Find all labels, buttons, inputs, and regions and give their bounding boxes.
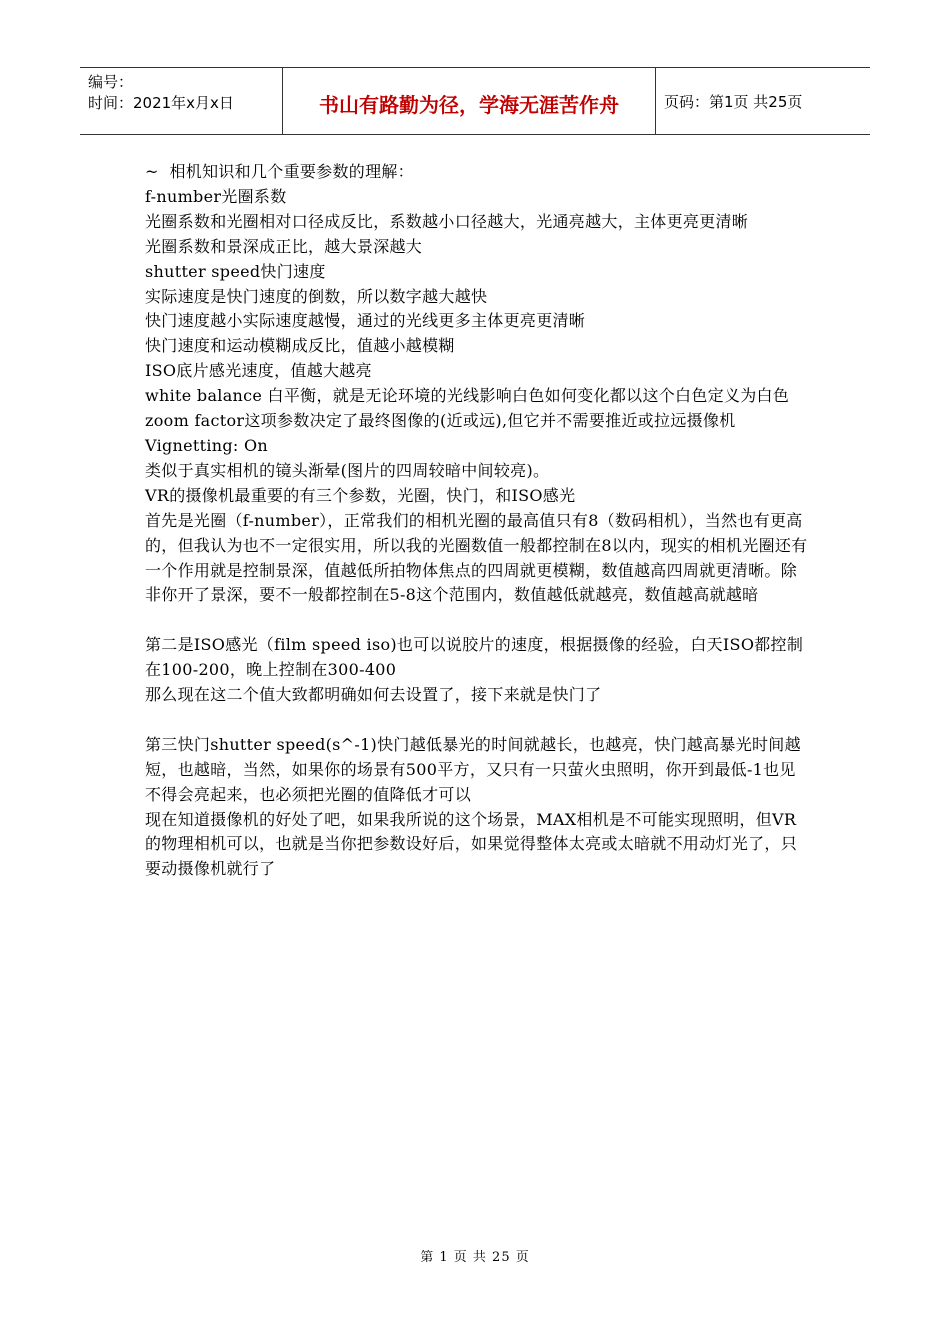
paragraph: VR的摄像机最重要的有三个参数，光圈，快门，和ISO感光: [145, 485, 576, 505]
paragraph: shutter speed快门速度: [145, 261, 326, 281]
blank-line: [145, 608, 810, 633]
paragraph: 首先是光圈（f-number），正常我们的相机光圈的最高值只有8（数码相机），当然也有更高的，但我认为也不一定很实用，所以我的光圈数值一般都控制在8以内，现实的相机光圈还有一个作用就是控制景深，值越低所拍物体焦点的四周就更模糊，数值越高四周就更清晰。除非你开了景深，要不一般都控制在5-8这个范围内，数值越低就越亮，数值越高就越暗: [145, 510, 808, 605]
header-page-number: 页码：第1页 共25页: [664, 92, 803, 111]
paragraph: zoom factor这项参数决定了最终图像的(近或远),但它并不需要推近或拉远摄像机: [145, 411, 736, 431]
header-meta: [80, 68, 282, 134]
paragraph: white balance 白平衡，就是无论环境的光线影响白色如何变化都以这个白色定义为白色: [145, 386, 790, 406]
paragraph: 第三快门shutter speed(s^-1)快门越低暴光的时间就越长，也越亮，快门越高暴光时间越短，也越暗，当然，如果你的场景有500平方，又只有一只萤火虫照明，你开到最低-1也见不得会亮起来，也必须把光圈的值降低才可以: [145, 734, 801, 804]
paragraph: 光圈系数和景深成正比，越大景深越大: [145, 236, 423, 256]
paragraph: 快门速度和运动模糊成反比，值越小越模糊: [145, 336, 455, 356]
paragraph: ~ 相机知识和几个重要参数的理解：: [145, 162, 414, 181]
paragraph: 光圈系数和光圈相对口径成反比，系数越小口径越大，光通亮越大，主体更亮更清晰: [145, 211, 749, 231]
paragraph: 快门速度越小实际速度越慢，通过的光线更多主体更亮更清晰: [145, 311, 586, 331]
document-number-label: 编号：: [88, 73, 134, 91]
page-header: [80, 67, 870, 135]
paragraph: ISO底片感光速度，值越大越亮: [145, 361, 372, 381]
paragraph: 实际速度是快门速度的倒数，所以数字越大越快: [145, 286, 488, 306]
paragraph: 那么现在这二个值大致都明确如何去设置了，接下来就是快门了: [145, 685, 602, 705]
paragraph: 现在知道摄像机的好处了吧，如果我所说的这个场景，MAX相机是不可能实现照明，但VR的物理相机可以，也就是当你把参数设好后，如果觉得整体太亮或太暗就不用动灯光了，只要动摄像机就行了: [145, 809, 798, 879]
blank-line: [145, 708, 810, 733]
page-footer: 第 1 页 共 25 页: [420, 1250, 530, 1265]
paragraph: 第二是ISO感光（film speed iso)也可以说胶片的速度，根据摄像的经验，白天ISO都控制在100-200，晚上控制在300-400: [145, 635, 804, 680]
paragraph: f-number光圈系数: [145, 186, 287, 206]
paragraph: 类似于真实相机的镜头渐晕(图片的四周较暗中间较亮)。: [145, 460, 550, 480]
paragraph: Vignetting: On: [145, 435, 269, 455]
header-motto: 书山有路勤为径，学海无涯苦作舟: [282, 68, 656, 134]
document-body: [145, 160, 810, 882]
document-date-label: 时间：2021年x月x日: [88, 94, 234, 112]
